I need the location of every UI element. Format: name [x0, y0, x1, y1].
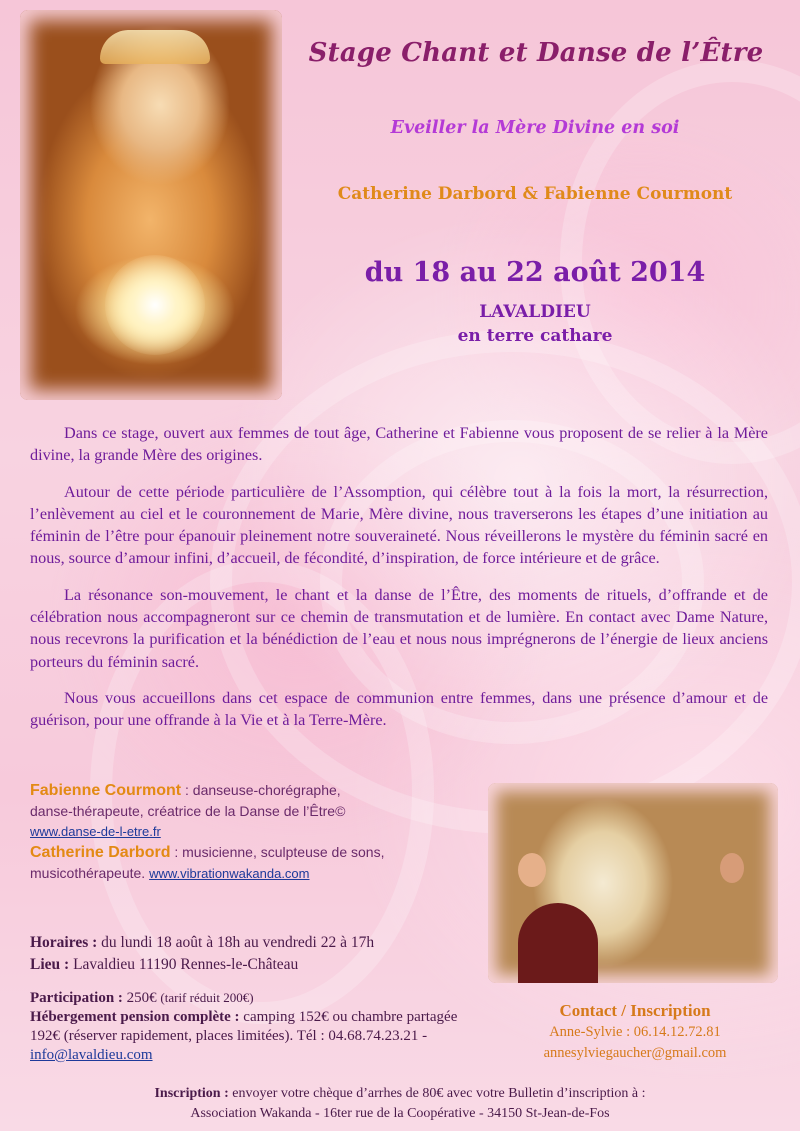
place-region: en terre cathare: [457, 326, 613, 346]
facilitators: [30, 780, 480, 884]
contact-heading: Contact / Inscription: [559, 1001, 711, 1020]
subtitle: Eveiller la Mère Divine en soi: [390, 118, 680, 138]
contact-email[interactable]: annesylviegaucher@gmail.com: [543, 1045, 727, 1061]
footer-line: envoyer votre chèque d’arrhes de 80€ avec votre Bulletin d’inscription à :: [228, 1086, 646, 1101]
description-paragraph: La résonance son-mouvement, le chant et la danse de l’Être, des moments de rituels, d’offrande et de célébration nous accompagneront sur ce chemin de transmutation et de lumière. En contact avec Dame Nature, nous recevrons la purification et la bénédiction de l’eau et nous nous imprégnerons de l’énergie de lieux anciens porteurs du féminin sacré.: [30, 585, 768, 671]
person-shape: [518, 903, 598, 983]
footer-address: Association Wakanda - 16ter rue de la Coopérative - 34150 St-Jean-de-Fos: [190, 1106, 610, 1121]
footer-label: Inscription :: [154, 1086, 229, 1101]
hours-label: Horaires :: [30, 934, 98, 951]
bio-name: Catherine Darbord: [30, 844, 171, 861]
bio-desc: danse-thérapeute, créatrice de la Danse de l’Être©: [30, 803, 346, 819]
pricing: [30, 988, 460, 1065]
divine-mother-image: [20, 10, 282, 400]
website-link[interactable]: www.danse-de-l-etre.fr: [30, 824, 161, 839]
face-shape: [518, 853, 546, 887]
bio-name: Fabienne Courmont: [30, 782, 182, 799]
participation-value: 250€: [122, 990, 161, 1006]
place-label: Lieu :: [30, 956, 70, 973]
page-title: Stage Chant et Danse de l’Être: [308, 38, 764, 68]
bio-desc: musicothérapeute.: [30, 865, 150, 881]
hours-value: du lundi 18 août à 18h au vendredi 22 à 17h: [97, 934, 375, 951]
email-link[interactable]: info@lavaldieu.com: [30, 1047, 153, 1063]
website-link[interactable]: www.vibrationwakanda.com: [149, 866, 310, 881]
bio-fabienne: [30, 780, 480, 801]
description-paragraph: Autour de cette période particulière de l’Assomption, qui célèbre tout à la fois la mort, la résurrection, l’enlèvement au ciel et le couronnement de Marie, Mère divine, nous traverserons les étapes d’une initiation au féminin de l’être pour épanouir pleinement notre souveraineté. Nous réveillerons le mystère du féminin sacré en nous, source d’amour infini, d’accueil, de fécondité, d’inspiration, de force intérieure et de grâce.: [30, 482, 768, 568]
participation-reduced: (tarif réduit 200€): [160, 990, 254, 1005]
bio-desc: : musicienne, sculpteuse de sons,: [170, 844, 385, 860]
description-paragraph: Dans ce stage, ouvert aux femmes de tout âge, Catherine et Fabienne vous proposent de se relier à la Mère divine, la grande Mère des origines.: [30, 424, 768, 465]
event-dates: du 18 au 22 août 2014: [364, 257, 706, 288]
lodging-value: camping 152€ ou chambre partagée 192€ (réserver rapidement, places limitées). Tél : 04.68.74.23.21 -: [30, 1009, 458, 1044]
description-paragraph: Nous vous accueillons dans cet espace de communion entre femmes, dans une présence d’amour et de guérison, pour une offrande à la Vie et à la Terre-Mère.: [30, 688, 768, 730]
event-place: [300, 300, 770, 348]
contact: [500, 1000, 770, 1064]
face-shape: [720, 853, 744, 883]
facilitators-photo: [488, 783, 778, 983]
bio-desc: : danseuse-chorégraphe,: [181, 782, 341, 798]
description: [30, 422, 768, 746]
participation-label: Participation :: [30, 990, 123, 1006]
crown-glow: [100, 30, 210, 64]
place-value: Lavaldieu 11190 Rennes-le-Château: [69, 956, 299, 973]
light-glow: [105, 255, 205, 355]
lodging-label: Hébergement pension complète :: [30, 1009, 240, 1025]
schedule: [30, 932, 480, 976]
footer: [40, 1084, 760, 1124]
bio-catherine: [30, 842, 480, 863]
contact-person: Anne-Sylvie : 06.14.12.72.81: [549, 1024, 721, 1040]
place-name: LAVALDIEU: [479, 302, 591, 322]
hosts: Catherine Darbord & Fabienne Courmont: [337, 184, 733, 204]
